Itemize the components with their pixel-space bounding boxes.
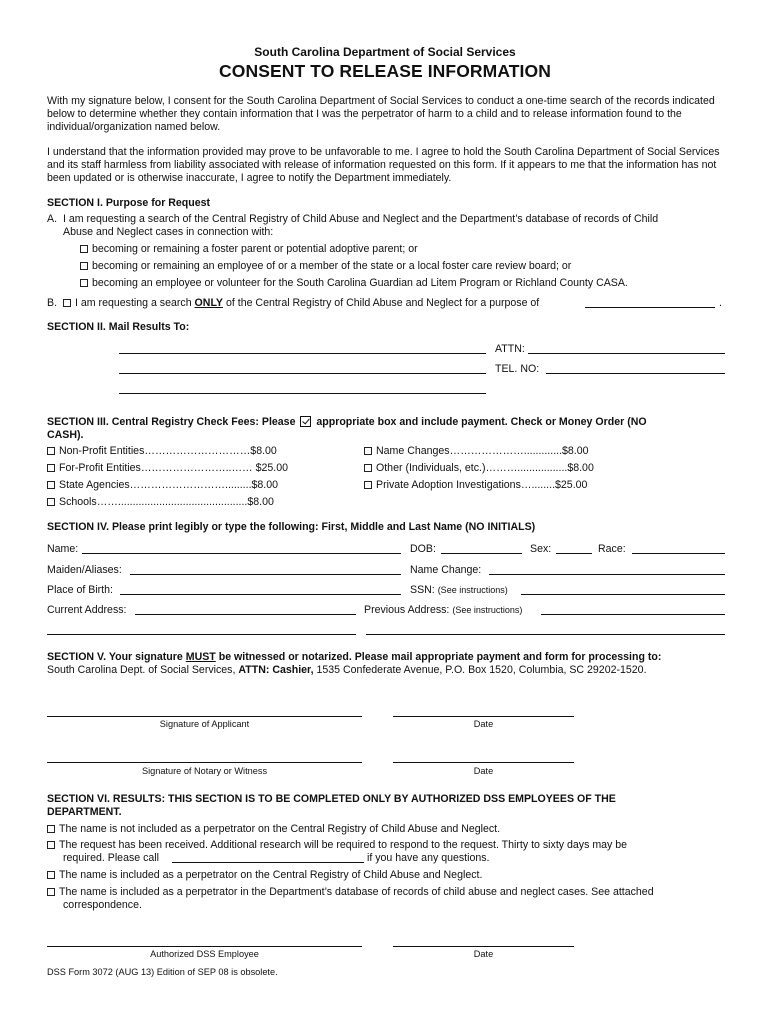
name-change-label: Name Change:: [410, 564, 482, 576]
current-address-field-2[interactable]: [47, 634, 356, 635]
section-1-b-pre: I am requesting a search: [75, 297, 192, 309]
section-3-heading-line2: CASH).: [47, 429, 84, 441]
notary-date-label: Date: [473, 766, 494, 776]
fee-non-profit[interactable]: [47, 445, 277, 457]
checkbox-icon[interactable]: [47, 464, 55, 472]
name-change-field[interactable]: [489, 574, 725, 575]
section-5-heading-must: MUST: [185, 651, 216, 663]
checkbox-icon[interactable]: [47, 498, 55, 506]
pob-label: Place of Birth:: [47, 584, 113, 596]
section-3-heading-pre: SECTION III. Central Registry Check Fees: Please: [47, 416, 296, 428]
fee-schools-label: Schools……............................................$8.00: [59, 496, 274, 508]
fee-name-changes[interactable]: [364, 445, 589, 457]
dob-field[interactable]: [441, 553, 522, 554]
checkbox-icon[interactable]: [364, 447, 372, 455]
fee-state-agencies-label: State Agencies……………………….........$8.00: [59, 479, 279, 491]
mail-name-field[interactable]: [119, 353, 486, 354]
result-not-included-label: The name is not included as a perpetrator on the Central Registry of Child Abuse and Neglect.: [59, 823, 501, 835]
option-review-board-label: becoming or remaining an employee of or a member of the state or a local foster care review board; or: [92, 260, 572, 272]
fee-state-agencies[interactable]: [47, 479, 278, 491]
fee-other-label: Other (Individuals, etc.)……….................$8.00: [376, 462, 594, 474]
checkbox-icon[interactable]: [47, 825, 55, 833]
attn-field[interactable]: [528, 353, 725, 354]
option-guardian-ad-litem[interactable]: [80, 277, 628, 289]
sex-field[interactable]: [556, 553, 592, 554]
section-4-heading: SECTION IV. Please print legibly or type the following: First, Middle and Last Name (NO INITIALS): [47, 521, 536, 533]
fee-private-adoption[interactable]: [364, 479, 587, 491]
section-2-heading: SECTION II. Mail Results To:: [47, 321, 190, 333]
notary-signature-field[interactable]: [47, 762, 362, 763]
section-1-b-label: B.: [47, 297, 58, 309]
mailing-address: [47, 664, 647, 676]
mailing-address-pre: South Carolina Dept. of Social Services,: [47, 664, 236, 676]
section-1-b-post: of the Central Registry of Child Abuse and Neglect for a purpose of: [225, 297, 540, 309]
attn-label: ATTN:: [495, 343, 525, 355]
checkbox-icon[interactable]: [47, 481, 55, 489]
form-id: DSS Form 3072 (AUG 13) Edition of SEP 08 is obsolete.: [47, 967, 278, 977]
checkbox-icon[interactable]: [364, 481, 372, 489]
section-1-b[interactable]: [63, 297, 539, 309]
checkbox-icon[interactable]: [47, 871, 55, 879]
agency-name: South Carolina Department of Social Services: [254, 45, 516, 59]
mailing-address-post: 1535 Confederate Avenue, P.O. Box 1520, Columbia, SC 29202-1520.: [316, 664, 647, 676]
fee-other[interactable]: [364, 462, 594, 474]
race-label: Race:: [598, 543, 626, 555]
ssn-note: (See instructions): [437, 585, 508, 595]
notary-date-field[interactable]: [393, 762, 574, 763]
section-1-a-text-1: I am requesting a search of the Central Registry of Child Abuse and Neglect and the Department’s database of records of Child: [63, 213, 659, 225]
section-6-heading-1: SECTION VI. RESULTS: THIS SECTION IS TO BE COMPLETED ONLY BY AUTHORIZED DSS EMPLOYEES OF THE: [47, 793, 616, 805]
result-received-post: if you have any questions.: [367, 852, 490, 864]
fee-non-profit-label: Non-Profit Entities…………………………$8.00: [59, 445, 277, 457]
result-included-database-2: correspondence.: [63, 899, 142, 911]
mail-address-field[interactable]: [119, 373, 486, 374]
section-5-heading-pre: SECTION V. Your signature: [47, 651, 183, 663]
section-3-heading-post: appropriate box and include payment. Check or Money Order (NO: [316, 416, 647, 428]
current-address-label: Current Address:: [47, 604, 127, 616]
fee-private-adoption-label: Private Adoption Investigations…........$25.00: [376, 479, 588, 491]
intro-paragraph-1: With my signature below, I consent for the South Carolina Department of Social Services to conduct a one-time search of the records indicated below to determine whether they contain information that I was the perpetrator of harm to a child and to release information found to the individual/organization named below.: [47, 95, 715, 134]
section-1-a-label: A.: [47, 213, 58, 225]
ssn-label-text: SSN:: [410, 584, 435, 596]
result-received-label: The request has been received. Additional research will be required to respond to the request. Thirty to sixty days may be: [59, 839, 628, 851]
previous-address-label: [364, 604, 522, 616]
notary-signature-label: Signature of Notary or Witness: [141, 766, 268, 776]
dss-employee-signature-field[interactable]: [47, 946, 362, 947]
previous-address-field[interactable]: [541, 614, 725, 615]
sex-label: Sex:: [530, 543, 552, 555]
fee-schools[interactable]: [47, 496, 274, 508]
dss-employee-label: Authorized DSS Employee: [150, 949, 259, 959]
previous-address-note: (See instructions): [452, 605, 523, 615]
dss-date-field[interactable]: [393, 946, 574, 947]
name-label: Name:: [47, 543, 79, 555]
checkbox-icon[interactable]: [63, 299, 71, 307]
form-title: CONSENT TO RELEASE INFORMATION: [219, 61, 551, 81]
maiden-label: Maiden/Aliases:: [47, 564, 122, 576]
result-included-registry-label: The name is included as a perpetrator on the Central Registry of Child Abuse and Neglect.: [59, 869, 483, 881]
previous-address-field-2[interactable]: [366, 634, 725, 635]
name-field[interactable]: [82, 553, 401, 554]
result-received-pre: required. Please call: [63, 852, 159, 864]
applicant-date-field[interactable]: [393, 716, 574, 717]
purpose-field[interactable]: [585, 307, 715, 308]
tel-label: TEL. NO:: [495, 363, 540, 375]
checkbox-icon[interactable]: [364, 464, 372, 472]
option-review-board[interactable]: [80, 260, 571, 272]
dob-label: DOB:: [410, 543, 436, 555]
mail-city-field[interactable]: [119, 393, 486, 394]
mailing-address-attn: ATTN: Cashier,: [238, 664, 314, 676]
race-field[interactable]: [632, 553, 725, 554]
applicant-signature-field[interactable]: [47, 716, 362, 717]
section-5-heading-post: be witnessed or notarized. Please mail appropriate payment and form for processing to:: [218, 651, 662, 663]
result-received[interactable]: [47, 839, 627, 851]
fee-name-changes-label: Name Changes………………….............$8.00: [376, 445, 589, 457]
section-1-a-text-2: Abuse and Neglect cases in connection with:: [63, 226, 274, 238]
intro-paragraph-2: I understand that the information provided may prove to be unfavorable to me. I agree to hold the South Carolina Department of Social Services and its staff harmless from liability associated with release of information requested on this form. If it appears to me that the information has not been updated or is otherwise inaccurate, I agree to notify the Department immediately.: [47, 146, 720, 185]
dss-date-label: Date: [473, 949, 494, 959]
result-included-database[interactable]: [47, 886, 654, 898]
applicant-signature-label: Signature of Applicant: [159, 719, 250, 729]
checkbox-icon[interactable]: [80, 279, 88, 287]
fee-for-profit[interactable]: [47, 462, 288, 474]
ssn-label: [410, 584, 508, 596]
result-included-registry[interactable]: [47, 869, 482, 881]
call-number-field[interactable]: [172, 862, 364, 863]
applicant-date-label: Date: [473, 719, 494, 729]
section-6-heading-2: DEPARTMENT.: [47, 806, 122, 818]
section-1-heading: SECTION I. Purpose for Request: [47, 197, 211, 209]
option-foster-parent[interactable]: [80, 243, 418, 255]
tel-field[interactable]: [546, 373, 725, 374]
section-5-heading: [47, 651, 661, 663]
checkbox-icon[interactable]: [80, 262, 88, 270]
section-3-heading: [47, 416, 647, 428]
previous-address-text: Previous Address:: [364, 604, 450, 616]
checkmark-box-icon: [300, 416, 311, 427]
checkbox-icon[interactable]: [47, 888, 55, 896]
result-not-included[interactable]: [47, 823, 500, 835]
maiden-field[interactable]: [130, 574, 401, 575]
pob-field[interactable]: [120, 594, 401, 595]
ssn-field[interactable]: [521, 594, 725, 595]
checkbox-icon[interactable]: [47, 447, 55, 455]
current-address-field[interactable]: [135, 614, 356, 615]
section-1-b-end: .: [719, 297, 722, 309]
option-foster-parent-label: becoming or remaining a foster parent or potential adoptive parent; or: [92, 243, 418, 255]
checkbox-icon[interactable]: [47, 841, 55, 849]
checkbox-icon[interactable]: [80, 245, 88, 253]
section-1-b-only: ONLY: [194, 297, 224, 309]
option-guardian-ad-litem-label: becoming an employee or volunteer for the South Carolina Guardian ad Litem Program or Richland County CASA.: [92, 277, 628, 289]
fee-for-profit-label: For-Profit Entities……………………..…… $25.00: [59, 462, 288, 474]
result-included-database-label: The name is included as a perpetrator in the Department’s database of records of child abuse and neglect cases. See attached: [59, 886, 654, 898]
